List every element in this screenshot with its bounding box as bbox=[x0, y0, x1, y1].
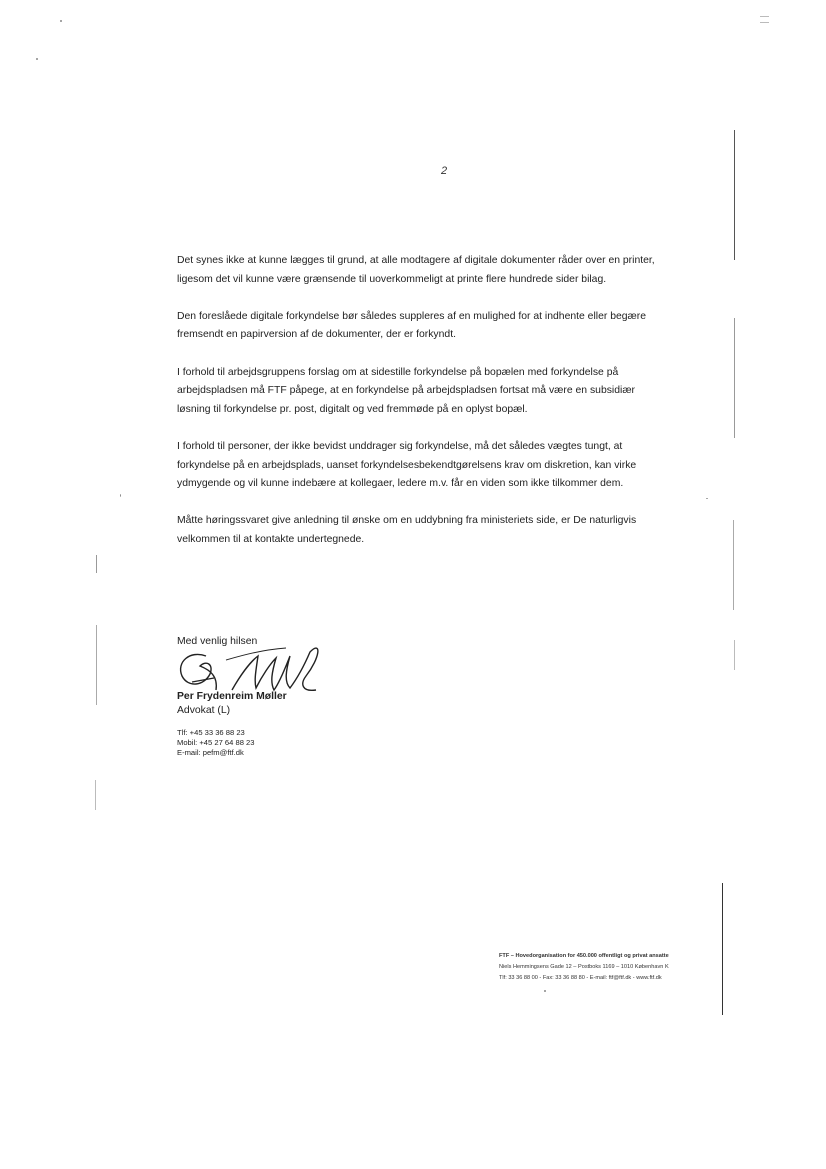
paragraph: Den foreslåede digitale forkyndelse bør således suppleres af en mulighed for at indhente eller begære fremsendt en papirversion af de dokumenter, der er forkyndt. bbox=[177, 310, 647, 341]
scan-artifact-line bbox=[96, 555, 97, 573]
footer-address: Niels Hemmingsens Gade 12 – Postboks 1169 – 1010 København K bbox=[499, 964, 669, 970]
paragraph: I forhold til personer, der ikke bevidst unddrager sig forkyndelse, må det således vægtes tungt, at forkyndelse på en arbejdsplads, uanset forkyndelsesbekendtgørelsens krav om diskretion, kan virke ydmygende og vil kunne indebære at kollegaer, ledere m.v. får en viden som ikke tilkommer dem. bbox=[177, 440, 637, 490]
scan-artifact-speck bbox=[544, 990, 546, 992]
scan-artifact-line bbox=[760, 22, 769, 23]
page-number: 2 bbox=[441, 165, 448, 177]
paragraph: Det synes ikke at kunne lægges til grund, at alle modtagere af digitale dokumenter råder over en printer, ligesom det vil kunne være grænsende til uoverkommeligt at printe flere hundrede sider bilag. bbox=[177, 255, 655, 285]
contact-block bbox=[177, 728, 254, 758]
footer-organisation: FTF – Hovedorganisation for 450.000 offentligt og privat ansatte bbox=[499, 953, 669, 959]
scan-artifact-line bbox=[722, 883, 723, 1015]
contact-email: E-mail: pefm@ftf.dk bbox=[177, 748, 244, 757]
signer-title: Advokat (L) bbox=[177, 705, 231, 716]
scan-artifact-line bbox=[734, 318, 735, 438]
signer-name: Per Frydenreim Møller bbox=[177, 691, 287, 702]
letterhead-footer bbox=[499, 951, 669, 984]
scan-artifact-line bbox=[760, 16, 769, 17]
paragraph: Måtte høringssvaret give anledning til ønske om en uddybning fra ministeriets side, er De naturligvis velkommen til at kontakte undertegnede. bbox=[177, 515, 637, 545]
scan-artifact-line bbox=[95, 780, 96, 810]
scan-artifact-speck bbox=[60, 20, 62, 22]
scan-artifact-line bbox=[733, 520, 734, 610]
contact-phone: Tlf: +45 33 36 88 23 bbox=[177, 728, 245, 737]
letter-body bbox=[177, 252, 657, 568]
scan-artifact-speck bbox=[120, 494, 121, 497]
scan-artifact-line bbox=[734, 640, 735, 670]
scan-artifact-speck bbox=[706, 498, 708, 499]
scan-artifact-line bbox=[734, 130, 735, 260]
paragraph: I forhold til arbejdsgruppens forslag om at sidestille forkyndelse på bopælen med forkyndelse på arbejdspladsen må FTF påpege, at en forkyndelse på arbejdspladsen fortsat må være en subsidiær løsning til forkyndelse pr. post, digitalt og ved fremmøde på en oplyst bopæl. bbox=[177, 366, 636, 415]
scan-artifact-speck bbox=[36, 58, 38, 60]
closing-salutation: Med venlig hilsen bbox=[177, 636, 258, 647]
scan-artifact-line bbox=[96, 625, 97, 705]
contact-mobile: Mobil: +45 27 64 88 23 bbox=[177, 738, 255, 747]
footer-contact: Tlf: 33 36 88 00 - Fax: 33 36 88 80 - E-mail: ftf@ftf.dk - www.ftf.dk bbox=[499, 975, 662, 981]
handwritten-signature bbox=[170, 636, 330, 698]
